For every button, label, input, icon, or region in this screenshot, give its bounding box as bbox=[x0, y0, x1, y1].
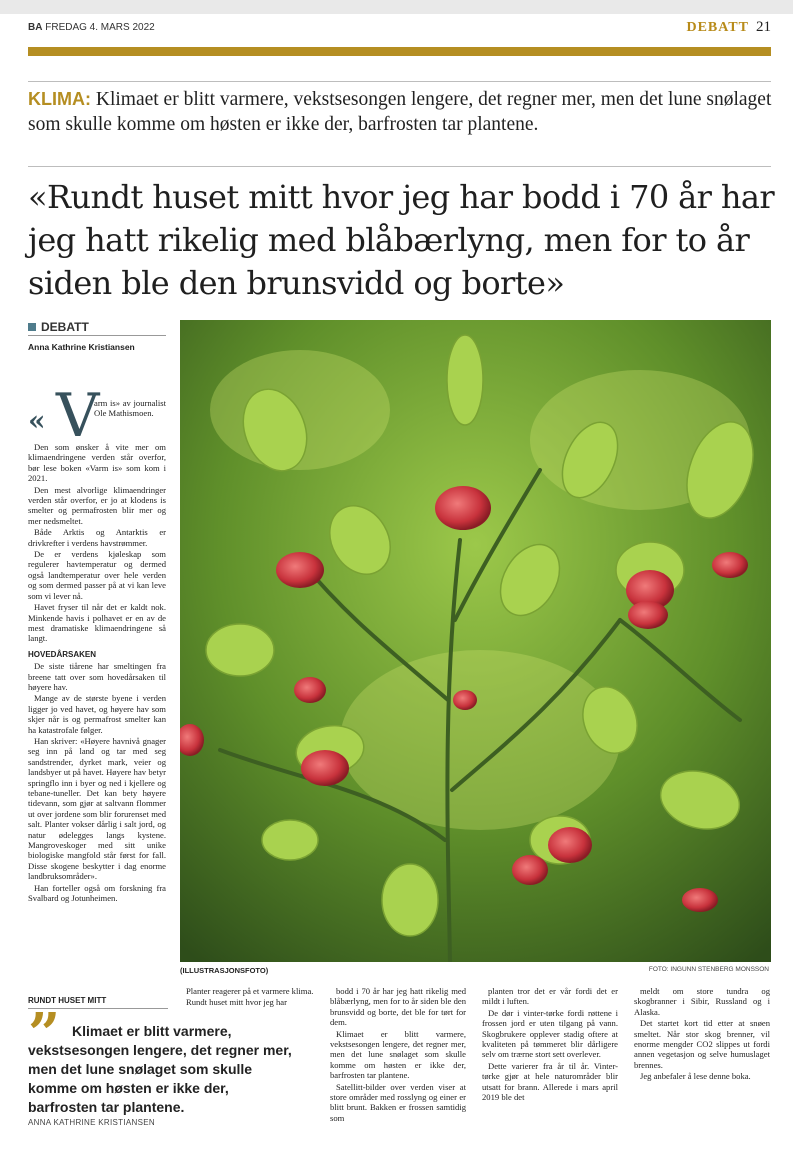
pull-quote-text: Klimaet er blitt varmere, vekstsesongen lengere, det regner mer, men det lune snølaget som skulle komme om høsten er ikke der, barfrosten tar plantene. bbox=[28, 1023, 292, 1115]
paragraph: Han skriver: «Høyere havnivå gnager seg inn på land og tar med seg sandstrender, dyrket mark, veier og landsbyer ut på havet. Høyere hav betyr springflo inn i byer og ned i kjellere og tebane-tuneller. Det kan bety høyere tidevann, som gjør at saltvann flommer ut over jordene som blir forurenset med salt. Planter vokser dårlig i salt jord, og natur ødelegges langs kystene. Mangroveskoger med sitt unike biologiske mangfold står først for fall. Disse skogene beskytter i dag enorme landbruksområder». bbox=[28, 735, 166, 882]
top-bar bbox=[0, 0, 793, 14]
drop-letter: V bbox=[56, 381, 100, 451]
paragraph: Mange av de største byene i verden ligger jo ved havet, og høyere hav som skjer når is og permafrost smelter kan ha katastrofale følger. bbox=[28, 693, 166, 735]
photo-credit: FOTO: INGUNN STENBERG MONSSON bbox=[648, 966, 769, 973]
photo-caption: (ILLUSTRASJONSFOTO) bbox=[180, 966, 269, 975]
debate-tag bbox=[28, 320, 89, 334]
paragraph: Rundt huset mitt hvor jeg har bbox=[186, 997, 287, 1008]
byline-rule bbox=[28, 335, 166, 336]
quote-mark-icon: ” bbox=[28, 1001, 61, 1067]
paragraph: Han forteller også om forskning fra Svalbard og Jotunheimen. bbox=[28, 882, 166, 904]
debate-tag-label: DEBATT bbox=[41, 320, 89, 334]
kicker-text: Klimaet er blitt varmere, vekstsesongen lengere, det regner mer, men det lune snølaget som skulle komme om høsten er ikke der, barfrosten tar plantene. bbox=[28, 89, 772, 135]
paragraph: Klimaet er blitt varmere, vekstsesongen lengere, det regner mer, men det lune snølaget som skulle komme om høsten er ikke der, barfrosten tar plantene. bbox=[330, 1028, 466, 1081]
column-4 bbox=[482, 986, 618, 1103]
kicker bbox=[28, 87, 773, 137]
paragraph: Jeg anbefaler å lese denne boka. bbox=[640, 1071, 751, 1082]
paragraph: Både Arktis og Antarktis er drivkrefter i verdens havstrømmer. bbox=[28, 527, 166, 548]
rule-mid bbox=[28, 166, 771, 167]
subheading: HOVEDÅRSAKEN bbox=[28, 649, 97, 659]
lead-text: arm is» av journalist Ole Mathismoen. bbox=[94, 398, 166, 419]
gold-divider bbox=[28, 47, 771, 56]
pull-quote-author: ANNA KATHRINE KRISTIANSEN bbox=[28, 1118, 155, 1127]
paragraph: Det startet kort tid etter at snøen smeltet. Når stor skog brenner, vil enorme mengder CO2 slippes ut fordi annen vegetasjon og selve humuslaget brennes. bbox=[634, 1018, 770, 1070]
paragraph: Havet fryser til når det er kaldt nok. Minkende havis i polhavet er en av de mest dramatiske klimaendringene så langt. bbox=[28, 602, 166, 644]
paragraph: bodd i 70 år har jeg hatt rikelig med blåbærlyng, men for to år siden ble den brunsvidd og borte, det ble for tørt for dem. bbox=[330, 986, 466, 1028]
headline: «Rundt huset mitt hvor jeg har bodd i 70 år har jeg hatt rikelig med blåbærlyng, men for to år siden ble den brunsvidd og borte» bbox=[28, 178, 775, 302]
page-number: 21 bbox=[756, 19, 771, 35]
subheading: RUNDT HUSET MITT bbox=[28, 996, 107, 1005]
paragraph: Satellitt-bilder over verden viser at store områder med rosslyng og einer er blitt brunt. Bakken er frossen samtidig som bbox=[330, 1081, 466, 1123]
paper-name: BA bbox=[28, 22, 43, 33]
paragraph: De dør i vinter-tørke fordi røttene i frossen jord er uten tilgang på vann. Skogbrukere opplever stadig oftere at kvaliteten på tømmeret blir dårligere selv om trærne stort sett overlever. bbox=[482, 1007, 618, 1060]
blueberry-photo bbox=[180, 320, 771, 962]
rule-top bbox=[28, 81, 771, 82]
paragraph: Den som ønsker å vite mer om klimaendringene verden står overfor, bør lese boken «Varm is» som kom i 2021. bbox=[28, 442, 166, 484]
author-name: Anna Kathrine Kristiansen bbox=[28, 342, 135, 352]
drop-quote: « bbox=[28, 404, 46, 437]
square-icon bbox=[28, 323, 36, 331]
paragraph: Den mest alvorlige klimaendringer verden står overfor, er jo at klodens is smelter og permafrosten blir mer og mer nedsmeltet. bbox=[28, 484, 166, 526]
column-3 bbox=[330, 986, 466, 1124]
paragraph: De er verdens kjøleskap som regulerer havtemperatur og dermed også landtemperatur over hele verden og som dermed passer på at vi kan leve som vi lever nå. bbox=[28, 549, 166, 601]
kicker-keyword: KLIMA: bbox=[28, 89, 91, 109]
paragraph: Planter reagerer på et varmere klima. bbox=[186, 986, 314, 996]
column-2 bbox=[180, 986, 316, 1009]
paragraph: Dette varierer fra år til år. Vinter-tørke gjør at hele naturområder blir utsatt for brann. Allerede i mars april 2019 ble det bbox=[482, 1060, 618, 1103]
paragraph: planten tror det er vår fordi det er mildt i luften. bbox=[482, 986, 618, 1007]
section-label: DEBATT bbox=[686, 20, 749, 35]
issue-date: FREDAG 4. MARS 2022 bbox=[45, 22, 155, 33]
paragraph: meldt om store tundra og skogbranner i Sibir, Russland og i Alaska. bbox=[634, 986, 770, 1017]
paragraph: De siste tiårene har smeltingen fra breene tatt over som hovedårsaken til høyere hav. bbox=[28, 661, 166, 692]
column-5 bbox=[634, 986, 770, 1083]
masthead bbox=[28, 19, 771, 38]
column-1 bbox=[28, 442, 166, 904]
